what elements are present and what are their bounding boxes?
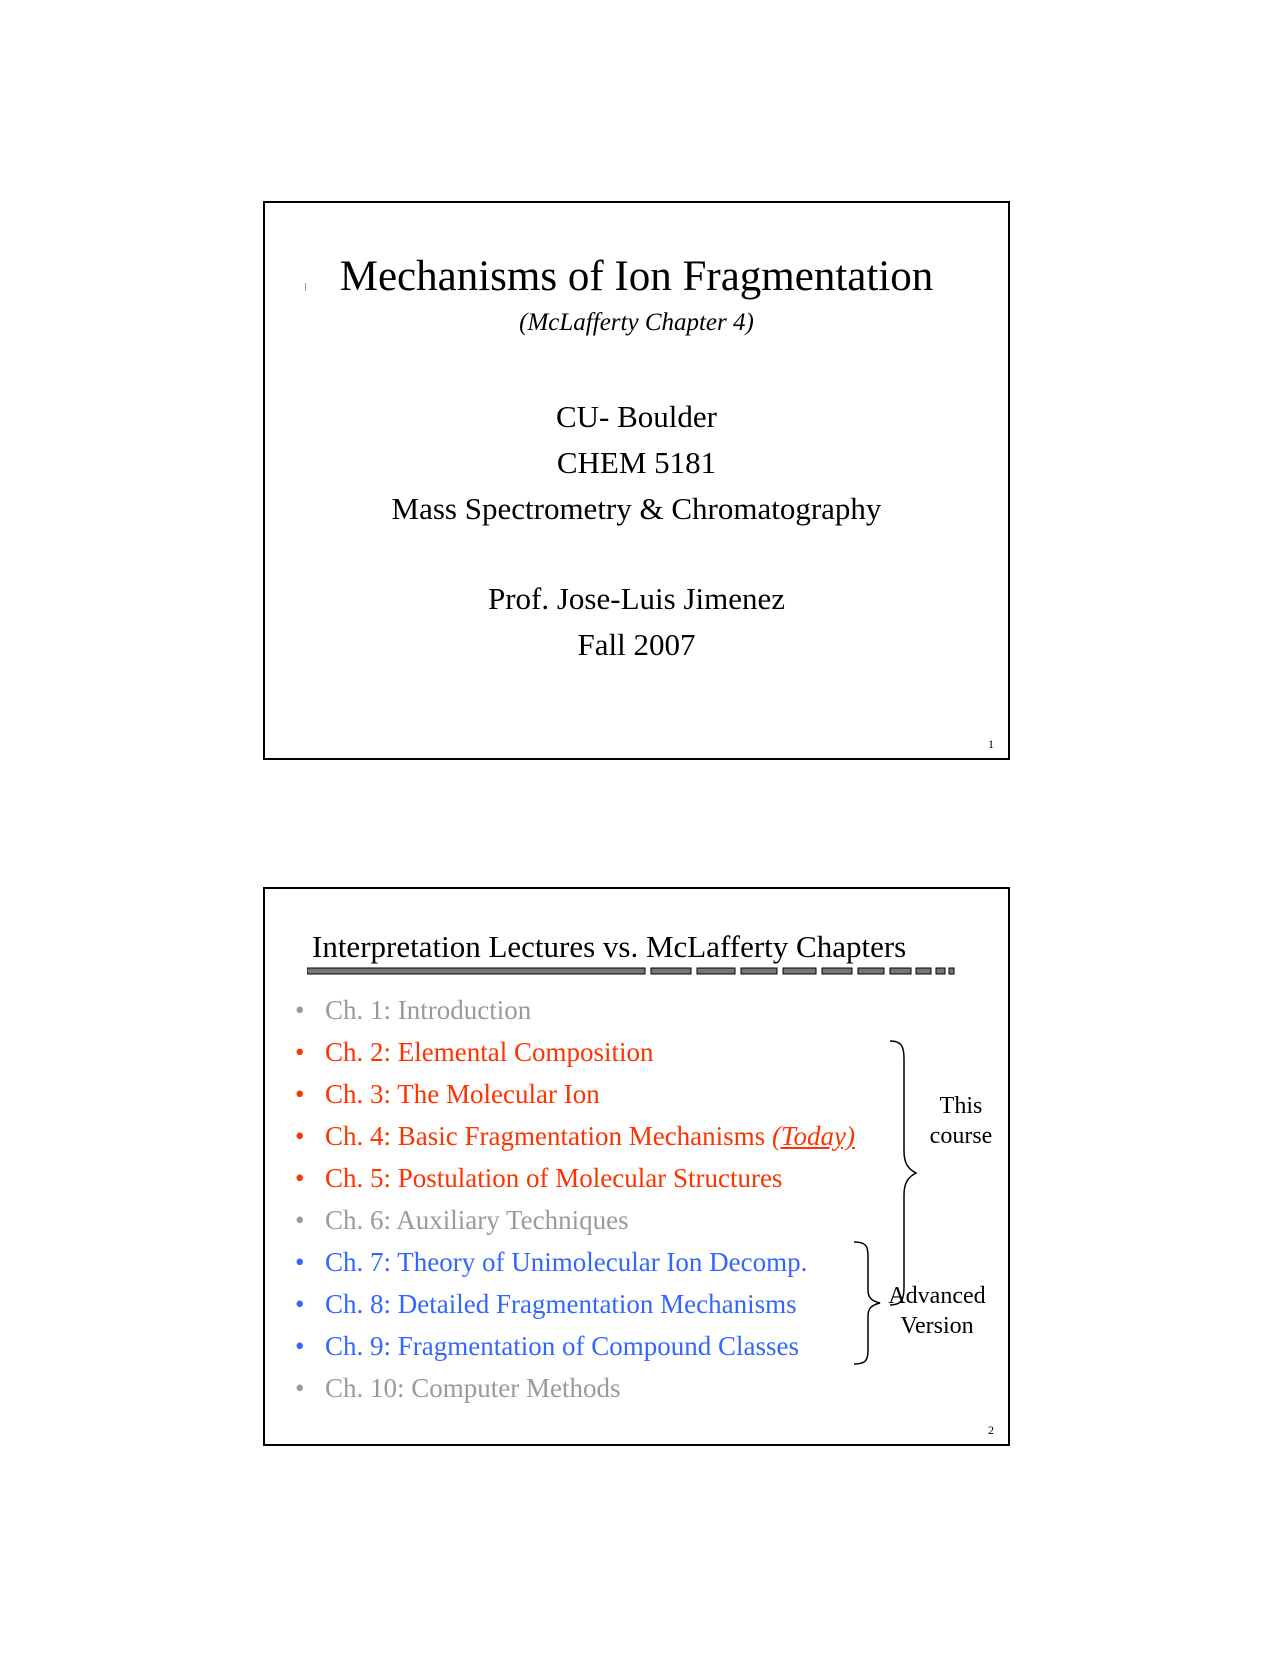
chapter-item	[295, 1157, 855, 1199]
bullet-icon: •	[295, 1247, 305, 1277]
chapter-item	[295, 1199, 855, 1241]
bullet-icon: •	[295, 1373, 305, 1403]
bullet-icon: •	[295, 1079, 305, 1109]
chapter-label: Ch. 4: Basic Fragmentation Mechanisms	[325, 1121, 772, 1151]
chapter-list	[295, 989, 855, 1409]
advanced-line1: Advanced	[888, 1283, 986, 1309]
chapter-item	[295, 1241, 855, 1283]
chapter-item	[295, 1031, 855, 1073]
instructor: Prof. Jose-Luis Jimenez	[487, 581, 786, 616]
right-brace-this-course	[888, 1039, 918, 1309]
slide-1	[263, 201, 1010, 760]
bullet-icon: •	[295, 1037, 305, 1067]
chapter-label: Ch. 7: Theory of Unimolecular Ion Decomp.	[325, 1247, 808, 1277]
slide-1-subtitle: (McLafferty Chapter 4)	[519, 309, 754, 336]
chapter-item	[295, 1367, 855, 1409]
bullet-icon: •	[295, 995, 305, 1025]
slide-2-title: Interpretation Lectures vs. McLafferty Chapters	[312, 929, 907, 964]
today-marker: (Today)	[771, 1121, 855, 1151]
chapter-label: Ch. 2: Elemental Composition	[325, 1037, 654, 1067]
chapter-label: Ch. 6: Auxiliary Techniques	[325, 1205, 629, 1235]
this-course-line2: course	[929, 1123, 993, 1149]
title-underline-rule	[307, 966, 958, 976]
course-name: Mass Spectrometry & Chromatography	[391, 491, 882, 526]
advanced-version-note	[877, 1281, 997, 1341]
chapter-label: Ch. 10: Computer Methods	[325, 1373, 621, 1403]
bullet-icon: •	[295, 1163, 305, 1193]
slide-2	[263, 887, 1010, 1446]
chapter-item	[295, 989, 855, 1031]
institution: CU- Boulder	[555, 399, 717, 434]
bullet-icon: •	[295, 1289, 305, 1319]
slide-1-page-number: 1	[988, 737, 994, 751]
advanced-line2: Version	[900, 1313, 974, 1339]
chapter-item	[295, 1115, 855, 1157]
bullet-icon: •	[295, 1205, 305, 1235]
chapter-item	[295, 1283, 855, 1325]
chapter-label: Ch. 1: Introduction	[325, 995, 532, 1025]
term: Fall 2007	[577, 627, 696, 662]
slide-1-title: Mechanisms of Ion Fragmentation	[339, 253, 934, 300]
bullet-icon: •	[295, 1121, 305, 1151]
this-course-note	[913, 1091, 1009, 1151]
chapter-label: Ch. 8: Detailed Fragmentation Mechanisms	[325, 1289, 797, 1319]
chapter-item	[295, 1325, 855, 1367]
chapter-item	[295, 1073, 855, 1115]
chapter-label: Ch. 9: Fragmentation of Compound Classes	[325, 1331, 799, 1361]
this-course-line1: This	[939, 1093, 983, 1119]
chapter-label: Ch. 3: The Molecular Ion	[325, 1079, 600, 1109]
chapter-label: Ch. 5: Postulation of Molecular Structures	[325, 1163, 783, 1193]
slide-2-page-number: 2	[988, 1423, 994, 1437]
bullet-icon: •	[295, 1331, 305, 1361]
course-code: CHEM 5181	[556, 445, 717, 480]
